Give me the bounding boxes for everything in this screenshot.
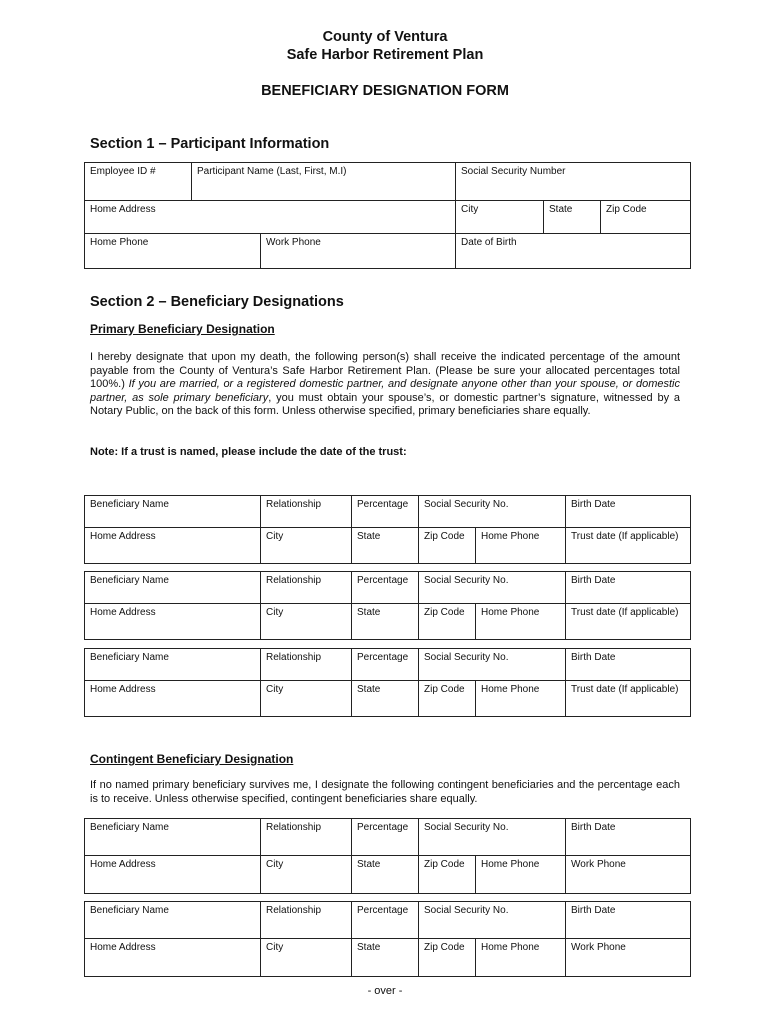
percentage-field[interactable]: Percentage	[352, 649, 419, 681]
city-field[interactable]: City	[261, 856, 352, 894]
home-address-field[interactable]: Home Address	[85, 939, 261, 977]
beneficiary-row-2	[85, 604, 691, 640]
ssn-field[interactable]: Social Security No.	[419, 902, 566, 939]
primary-beneficiary-block-3	[84, 648, 691, 717]
org-name: County of Ventura	[322, 29, 448, 45]
ssn-field[interactable]: Social Security No.	[419, 496, 566, 528]
home-address-field[interactable]: Home Address	[85, 856, 261, 894]
zip-code-field[interactable]: Zip Code	[419, 856, 476, 894]
city-field[interactable]: City	[456, 201, 544, 234]
zip-code-field[interactable]: Zip Code	[419, 604, 476, 640]
city-field[interactable]: City	[261, 604, 352, 640]
relationship-field[interactable]: Relationship	[261, 819, 352, 856]
state-field[interactable]: State	[352, 528, 419, 564]
beneficiary-name-field[interactable]: Beneficiary Name	[85, 572, 261, 604]
beneficiary-row-2	[85, 856, 691, 894]
home-phone-field[interactable]: Home Phone	[476, 681, 566, 717]
home-phone-field[interactable]: Home Phone	[476, 604, 566, 640]
city-field[interactable]: City	[261, 528, 352, 564]
birth-date-field[interactable]: Birth Date	[566, 819, 691, 856]
participant-info-table	[84, 162, 691, 269]
beneficiary-row-2	[85, 939, 691, 977]
beneficiary-row-1	[85, 649, 691, 681]
state-field[interactable]: State	[352, 681, 419, 717]
trust-date-field[interactable]: Trust date (If applicable)	[566, 528, 691, 564]
beneficiary-row-1	[85, 902, 691, 939]
trust-date-field[interactable]: Trust date (If applicable)	[566, 604, 691, 640]
zip-code-field[interactable]: Zip Code	[419, 681, 476, 717]
home-phone-field[interactable]: Home Phone	[476, 939, 566, 977]
work-phone-field[interactable]: Work Phone	[566, 939, 691, 977]
zip-code-field[interactable]: Zip Code	[419, 528, 476, 564]
contingent-instructions: If no named primary beneficiary survives me, I designate the following contingent beneficiaries and the percentage each is to receive. Unless otherwise specified, contingent beneficiaries share equally.	[90, 779, 680, 805]
percentage-field[interactable]: Percentage	[352, 819, 419, 856]
participant-row-1	[85, 163, 691, 201]
birth-date-field[interactable]: Birth Date	[566, 649, 691, 681]
beneficiary-row-1	[85, 496, 691, 528]
relationship-field[interactable]: Relationship	[261, 649, 352, 681]
ssn-field[interactable]: Social Security Number	[456, 163, 691, 201]
percentage-field[interactable]: Percentage	[352, 572, 419, 604]
ssn-field[interactable]: Social Security No.	[419, 819, 566, 856]
city-field[interactable]: City	[261, 939, 352, 977]
primary-beneficiary-block-1	[84, 495, 691, 564]
contingent-beneficiary-block-2	[84, 901, 691, 977]
state-field[interactable]: State	[352, 939, 419, 977]
beneficiary-name-field[interactable]: Beneficiary Name	[85, 902, 261, 939]
employee-id-field[interactable]: Employee ID #	[85, 163, 192, 201]
ssn-field[interactable]: Social Security No.	[419, 572, 566, 604]
primary-instructions-part2: , you must obtain your spouse’s, or domestic partner’s signature, witnessed by a Notary Public, on the back of this form. Unless otherwise specified, primary beneficiaries share equally.	[90, 391, 680, 418]
beneficiary-row-1	[85, 572, 691, 604]
home-address-field[interactable]: Home Address	[85, 604, 261, 640]
section2-title: Section 2 – Beneficiary Designations	[90, 294, 344, 310]
beneficiary-row-2	[85, 528, 691, 564]
work-phone-field[interactable]: Work Phone	[261, 234, 456, 269]
beneficiary-row-2	[85, 681, 691, 717]
primary-instructions-italic: If you are married, or a registered domestic partner, and designate anyone other than your spouse, or domestic partner, as sole primary beneficiary	[90, 378, 680, 404]
percentage-field[interactable]: Percentage	[352, 496, 419, 528]
date-of-birth-field[interactable]: Date of Birth	[456, 234, 691, 269]
contingent-beneficiary-block-1	[84, 818, 691, 894]
participant-row-3	[85, 234, 691, 269]
relationship-field[interactable]: Relationship	[261, 496, 352, 528]
percentage-field[interactable]: Percentage	[352, 902, 419, 939]
beneficiary-name-field[interactable]: Beneficiary Name	[85, 649, 261, 681]
relationship-field[interactable]: Relationship	[261, 572, 352, 604]
plan-name: Safe Harbor Retirement Plan	[286, 47, 484, 63]
zip-code-field[interactable]: Zip Code	[419, 939, 476, 977]
home-phone-field[interactable]: Home Phone	[85, 234, 261, 269]
beneficiary-row-1	[85, 819, 691, 856]
home-phone-field[interactable]: Home Phone	[476, 528, 566, 564]
state-field[interactable]: State	[352, 856, 419, 894]
work-phone-field[interactable]: Work Phone	[566, 856, 691, 894]
zip-code-field[interactable]: Zip Code	[601, 201, 691, 234]
birth-date-field[interactable]: Birth Date	[566, 572, 691, 604]
primary-beneficiary-title: Primary Beneficiary Designation	[90, 322, 275, 336]
page-footer: - over -	[367, 985, 403, 997]
trust-note: Note: If a trust is named, please include the date of the trust:	[90, 446, 407, 458]
section1-title: Section 1 – Participant Information	[90, 136, 330, 152]
birth-date-field[interactable]: Birth Date	[566, 496, 691, 528]
birth-date-field[interactable]: Birth Date	[566, 902, 691, 939]
home-address-field[interactable]: Home Address	[85, 681, 261, 717]
form-title: BENEFICIARY DESIGNATION FORM	[261, 83, 509, 99]
city-field[interactable]: City	[261, 681, 352, 717]
state-field[interactable]: State	[544, 201, 601, 234]
participant-name-field[interactable]: Participant Name (Last, First, M.I)	[192, 163, 456, 201]
beneficiary-name-field[interactable]: Beneficiary Name	[85, 496, 261, 528]
primary-beneficiary-block-2	[84, 571, 691, 640]
ssn-field[interactable]: Social Security No.	[419, 649, 566, 681]
home-address-field[interactable]: Home Address	[85, 201, 456, 234]
primary-instructions	[90, 351, 680, 419]
relationship-field[interactable]: Relationship	[261, 902, 352, 939]
contingent-beneficiary-title: Contingent Beneficiary Designation	[90, 752, 294, 766]
form-header	[0, 28, 770, 64]
primary-instructions-part1: I hereby designate that upon my death, the following person(s) shall receive the indicated percentage of the amount payable from the County of Ventura’s Safe Harbor Retirement Plan. (Please be sure your allocated percentages total 100%.)	[90, 351, 680, 391]
home-phone-field[interactable]: Home Phone	[476, 856, 566, 894]
trust-date-field[interactable]: Trust date (If applicable)	[566, 681, 691, 717]
home-address-field[interactable]: Home Address	[85, 528, 261, 564]
state-field[interactable]: State	[352, 604, 419, 640]
beneficiary-name-field[interactable]: Beneficiary Name	[85, 819, 261, 856]
participant-row-2	[85, 201, 691, 234]
